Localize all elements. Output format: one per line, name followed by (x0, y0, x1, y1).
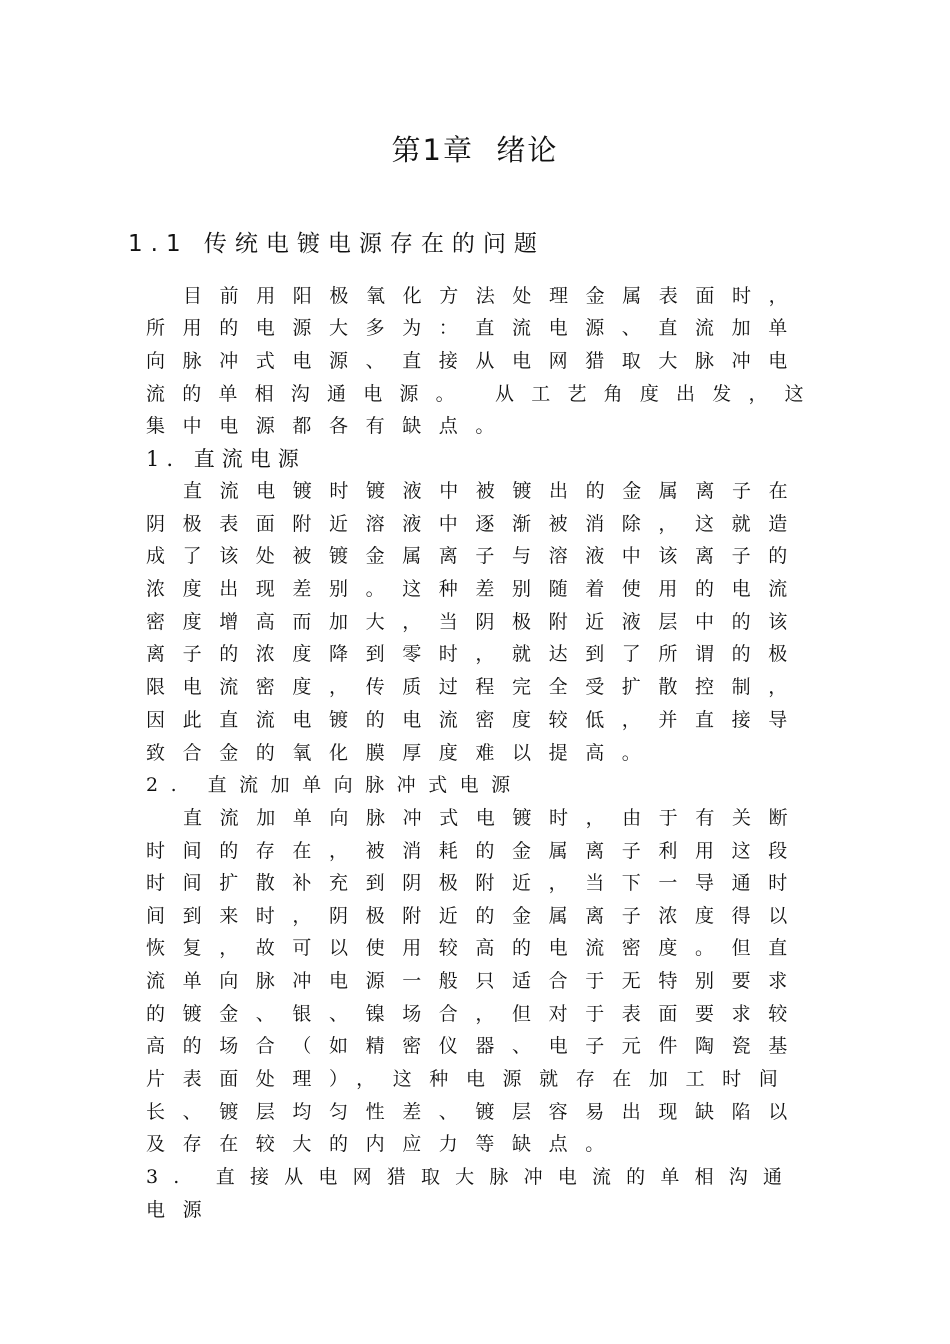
text-line: 时间的存在，被消耗的金属离子利用这段 (146, 840, 805, 862)
item-heading: 1. 直流电源 (146, 447, 306, 471)
text-line: 浓度出现差别。这种差别随着使用的电流 (146, 578, 805, 600)
text-line: 阴极表面附近溶液中逐渐被消除，这就造 (146, 513, 805, 535)
text-line: 集中电源都各有缺点。 (146, 415, 513, 437)
item-heading-continued: 电源 (146, 1199, 220, 1221)
text-line: 致合金的氧化膜厚度难以提高。 (146, 742, 659, 764)
text-line: 片表面处理），这种电源就存在加工时间 (146, 1068, 796, 1090)
text-line: 及存在较大的内应力等缺点。 (146, 1133, 622, 1155)
text-line: 向脉冲式电源、直接从电网猎取大脉冲电 (146, 350, 805, 372)
item-heading: 2. 直流加单向脉冲式电源 (146, 774, 523, 796)
text-line: 密度增高而加大，当阴极附近液层中的该 (146, 611, 805, 633)
text-line: 时间扩散补充到阴极附近，当下一导通时 (146, 872, 805, 894)
text-line: 流单向脉冲电源一般只适合于无特别要求 (146, 970, 805, 992)
text-line: 直流加单向脉冲式电镀时，由于有关断 (183, 807, 806, 829)
text-line: 所用的电源大多为：直流电源、直流加单 (146, 317, 805, 339)
text-line: 流的单相沟通电源。 从工艺角度出发，这 (146, 383, 821, 405)
text-line: 间到来时，阴极附近的金属离子浓度得以 (146, 905, 805, 927)
text-line: 直流电镀时镀液中被镀出的金属离子在 (183, 480, 806, 502)
item-heading: 3. 直接从电网猎取大脉冲电流的单相沟通 (146, 1166, 798, 1188)
text-line: 限电流密度，传质过程完全受扩散控制， (146, 676, 805, 698)
text-line: 目前用阳极氧化方法处理金属表面时， (183, 285, 806, 307)
text-line: 的镀金、银、镍场合，但对于表面要求较 (146, 1003, 805, 1025)
chapter-title: 第1章 绪论 (391, 133, 559, 167)
section-title: 1.1 传统电镀电源存在的问题 (128, 231, 545, 257)
text-line: 高的场合（如精密仪器、电子元件陶瓷基 (146, 1035, 805, 1057)
text-line: 离子的浓度降到零时，就达到了所谓的极 (146, 643, 805, 665)
text-line: 长、镀层均匀性差、镀层容易出现缺陷以 (146, 1101, 805, 1123)
text-line: 因此直流电镀的电流密度较低，并直接导 (146, 709, 805, 731)
text-line: 恢复，故可以使用较高的电流密度。但直 (146, 937, 805, 959)
text-line: 成了该处被镀金属离子与溶液中该离子的 (146, 545, 805, 567)
